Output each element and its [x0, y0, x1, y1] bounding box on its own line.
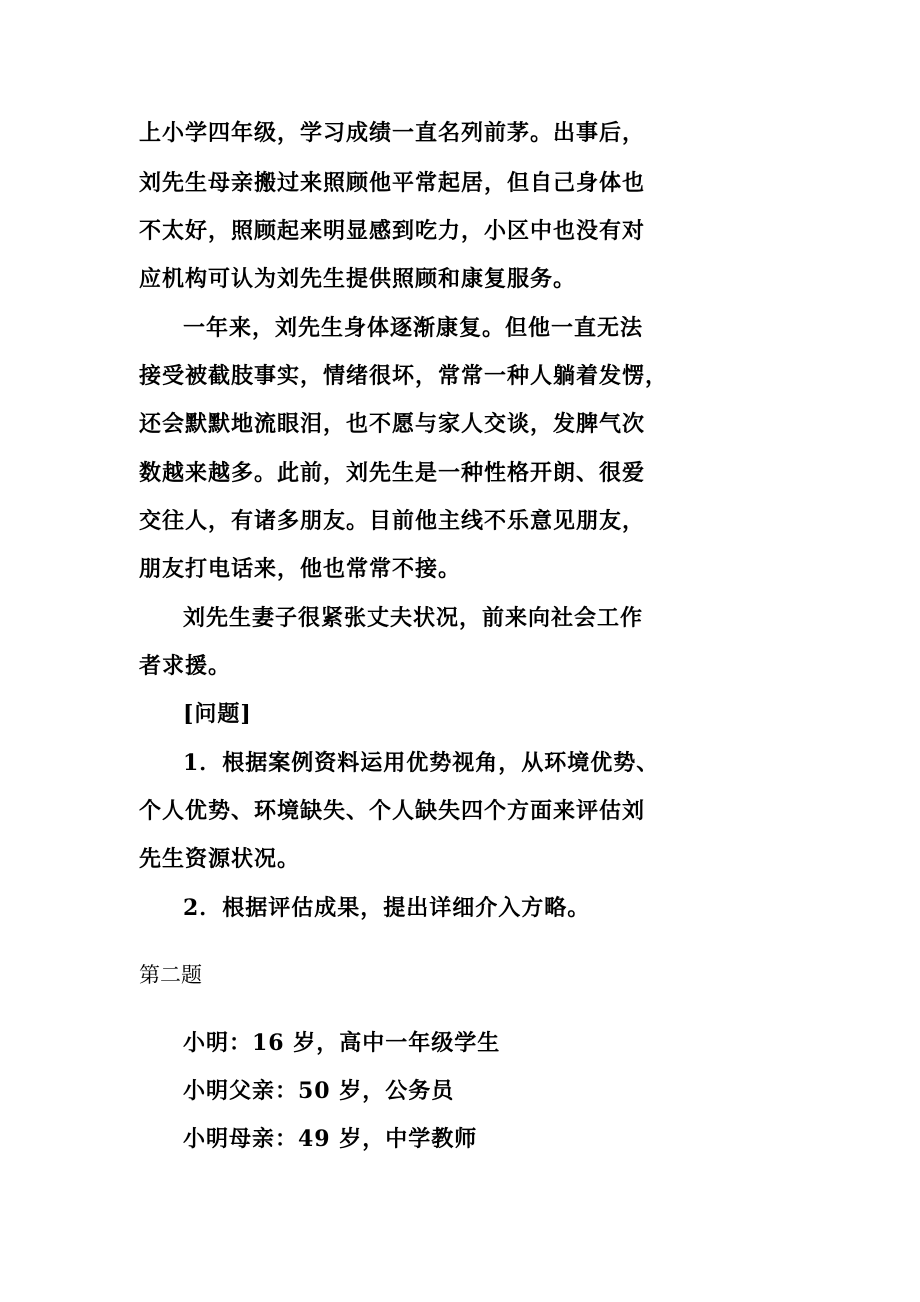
paragraph1-line: 应机构可认为刘先生提供照顾和康复服务。 [139, 266, 577, 292]
paragraph1-line: 刘先生母亲搬过来照顾他平常起居，但自己身体也 [139, 170, 646, 196]
paragraph2-line: 数越来越多。此前，刘先生是一种性格开朗、很爱 [139, 460, 646, 486]
paragraph2-line: 一年来，刘先生身体逐渐康复。但他一直无法 [183, 315, 644, 341]
paragraph3-line: 者求援。 [139, 653, 232, 679]
paragraph2-line: 接受被截肢事实，情绪很坏，常常一种人躺着发愣， [139, 363, 669, 389]
section-title: 第二题 [139, 963, 202, 987]
person-entry: 小明母亲：49 岁，中学教师 [183, 1126, 478, 1152]
questions-label: [问题] [183, 701, 252, 727]
paragraph3-line: 刘先生妻子很紧张丈夫状况，前来向社会工作 [183, 605, 644, 631]
paragraph2-line: 交往人，有诸多朋友。目前他主线不乐意见朋友， [139, 508, 646, 534]
person-entry: 小明：16 岁，高中一年级学生 [183, 1030, 501, 1056]
paragraph1-line: 上小学四年级，学习成绩一直名列前茅。出事后， [139, 120, 646, 146]
paragraph2-line: 还会默默地流眼泪，也不愿与家人交谈，发脾气次 [139, 411, 646, 437]
question-2: 2．根据评估成果，提出详细介入方略。 [183, 895, 591, 921]
paragraph1-line: 不太好，照顾起来明显感到吃力，小区中也没有对 [139, 218, 646, 244]
question-1-line: 先生资源状况。 [139, 846, 301, 872]
person-entry: 小明父亲：50 岁，公务员 [183, 1078, 455, 1104]
paragraph2-line: 朋友打电话来，他也常常不接。 [139, 556, 462, 582]
question-1-line: 1．根据案例资料运用优势视角，从环境优势、 [183, 750, 660, 776]
question-1-line: 个人优势、环境缺失、个人缺失四个方面来评估刘 [139, 798, 646, 824]
